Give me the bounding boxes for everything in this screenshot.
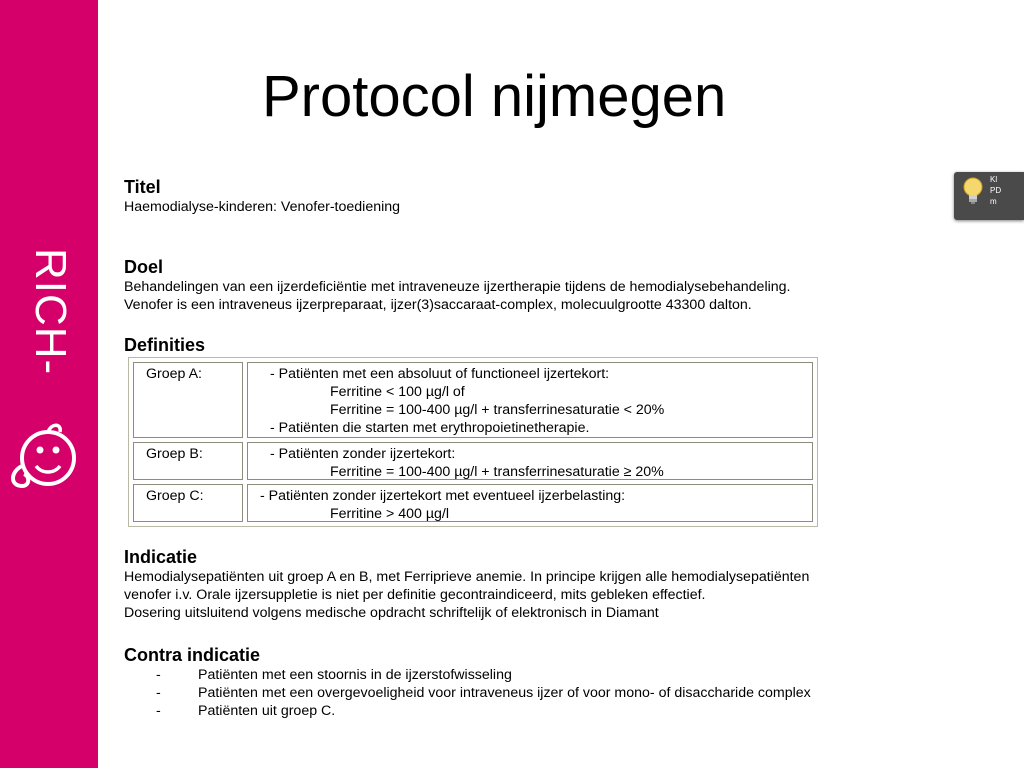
section-heading: Doel: [124, 257, 164, 277]
definitions-table: [128, 357, 818, 527]
section-heading: Titel: [124, 177, 161, 197]
tip-line: m: [990, 197, 997, 206]
rich-logo: [8, 248, 90, 496]
section-heading: Definities: [124, 335, 206, 355]
group-definition: [247, 362, 813, 438]
tip-popup[interactable]: [954, 172, 1024, 220]
section-line: venofer i.v. Orale ijzersuppletie is niet per definitie gecontraindiceerd, mits gebleken effectief.: [124, 587, 706, 603]
tip-line: Kl: [990, 175, 998, 184]
section-definities: [124, 334, 205, 356]
group-label: Groep B:: [133, 442, 243, 480]
logo-text: RICH-: [26, 248, 75, 376]
section-line: Venofer is een intraveneus ijzerpreparaat, ijzer(3)saccaraat-complex, molecuulgrootte 43300 dalton.: [124, 297, 752, 313]
group-definition: [247, 442, 813, 480]
table-row: [133, 442, 813, 480]
list-item: [124, 702, 984, 720]
list-item: [124, 684, 984, 702]
group-label: Groep A:: [133, 362, 243, 438]
group-label: Groep C:: [133, 484, 243, 522]
definition-line: - Patiënten zonder ijzertekort:: [270, 446, 456, 462]
table-row: [133, 362, 813, 438]
list-bullet: -: [156, 667, 161, 683]
definition-line: Ferritine = 100-400 µg/l + transferrinesaturatie < 20%: [330, 402, 665, 418]
section-line: Behandelingen van een ijzerdeficiëntie met intraveneuze ijzertherapie tijdens de hemodialysebehandeling.: [124, 279, 791, 295]
tip-line: PD: [990, 186, 1002, 195]
list-bullet: -: [156, 703, 161, 719]
list-item-text: Patiënten met een stoornis in de ijzerstofwisseling: [198, 667, 512, 683]
definition-line: Ferritine > 400 µg/l: [330, 506, 449, 522]
section-titel: [124, 176, 400, 216]
brand-sidebar: [0, 0, 98, 768]
group-definition: [247, 484, 813, 522]
section-line: Dosering uitsluitend volgens medische opdracht schriftelijk of elektronisch in Diamant: [124, 605, 659, 621]
list-item-text: Patiënten uit groep C.: [198, 703, 336, 719]
section-contra-indicatie: [124, 644, 984, 720]
section-indicatie: [124, 546, 809, 622]
list-item: [124, 666, 984, 684]
section-doel: [124, 256, 790, 314]
tip-text: [990, 174, 1001, 207]
definition-line: - Patiënten zonder ijzertekort met eventueel ijzerbelasting:: [260, 488, 626, 504]
baby-face-icon: [8, 420, 90, 496]
section-heading: Contra indicatie: [124, 645, 261, 665]
list-bullet: -: [156, 685, 161, 701]
lightbulb-icon: [962, 176, 984, 206]
list-item-text: Patiënten met een overgevoeligheid voor intraveneus ijzer of voor mono- of disaccharide complex: [198, 685, 811, 701]
table-row: [133, 484, 813, 522]
section-text: Haemodialyse-kinderen: Venofer-toediening: [124, 199, 401, 215]
definition-line: - Patiënten met een absoluut of functioneel ijzertekort:: [270, 366, 610, 382]
slide-title: Protocol nijmegen: [262, 64, 727, 129]
section-heading: Indicatie: [124, 547, 198, 567]
definition-line: Ferritine < 100 µg/l of: [330, 384, 465, 400]
definition-line: Ferritine = 100-400 µg/l + transferrinesaturatie ≥ 20%: [330, 464, 664, 480]
definition-line: - Patiënten die starten met erythropoietinetherapie.: [270, 420, 590, 436]
section-line: Hemodialysepatiënten uit groep A en B, met Ferriprieve anemie. In principe krijgen alle hemodialysepatiënten: [124, 569, 810, 585]
